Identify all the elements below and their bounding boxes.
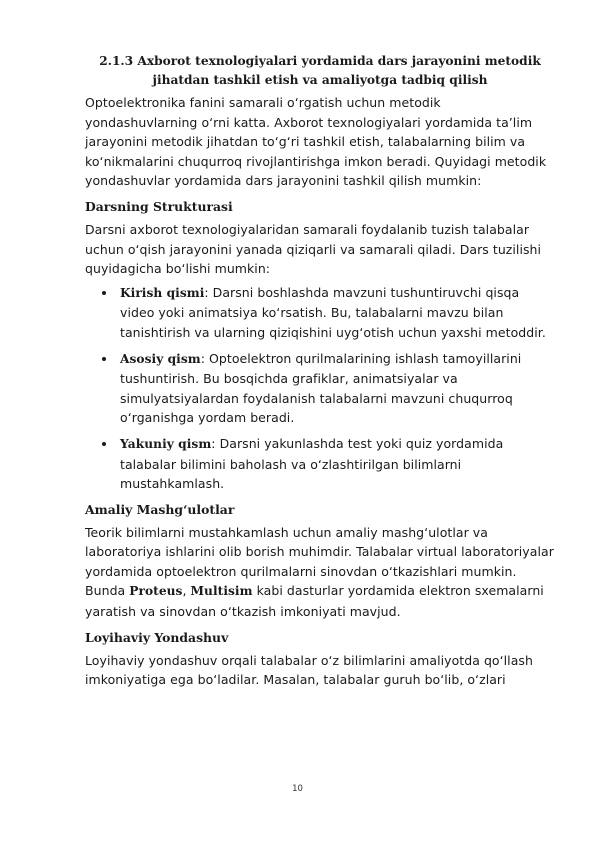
practice-text-end: kabi dasturlar yordamida elektron sxemalarni yaratish va sinovdan o‘tkazish imkoniyati mavjud. — [85, 583, 544, 620]
intro-paragraph: Optoelektronika fanini samarali o‘rgatish uchun metodik yondashuvlarning o‘rni katta. Axborot texnologiyalari yordamida ta’lim jarayonini metodik jihatdan to‘g‘ri tashkil etish, talabalarning bilim va ko‘nikmalarini chuqurroq rivojlantirishga imkon beradi. Quyidagi metodik yondashuvlar yordamida dars jarayonini tashkil qilish mumkin: — [85, 95, 547, 189]
list-item — [85, 283, 555, 343]
structure-list — [85, 283, 555, 494]
bullet-icon — [102, 357, 106, 361]
page-number: 10 — [292, 784, 303, 794]
section-title-line-1: 2.1.3 Axborot texnologiyalari yordamida dars jarayonini metodik — [99, 54, 541, 68]
list-item-text: : Darsni boshlashda mavzuni tushuntiruvchi qisqa video yoki animatsiya ko‘rsatish. Bu, talabalarni mavzu bilan tanishtirish va ularning qiziqishini uyg‘otish uchun yaxshi metoddir. — [120, 284, 546, 340]
practice-text-start: Teorik bilimlarni mustahkamlash uchun amaliy mashg‘ulotlar va laboratoriya ishlarini olib borish muhimdir. Talabalar virtual laboratoriyalar yordamida optoelektron qurilmalarni sinovdan o‘tkazishlari mumkin. Bunda — [85, 524, 554, 599]
list-item — [85, 349, 555, 428]
list-item-text: : Darsni yakunlashda test yoki quiz yordamida talabalar bilimini baholash va o‘zlashtirilgan bilimlarni mustahkamlash. — [120, 435, 504, 492]
bullet-icon — [102, 291, 106, 295]
heading-loyihaviy-yondashuv: Loyihaviy Yondashuv — [85, 629, 229, 645]
list-item-text: : Optoelektron qurilmalarining ishlash tamoyillarini tushuntirish. Bu bosqichda grafiklar, animatsiyalar va simulyatsiyalardan foydalanish talabalarni mavzuni chuqurroq o‘rganishga yordam beradi. — [120, 350, 522, 426]
list-item — [85, 434, 555, 494]
tool-name-multisim: Multisim — [190, 584, 253, 599]
tool-name-proteus: Proteus — [129, 584, 183, 599]
practice-paragraph — [85, 523, 555, 622]
list-item-term: Asosiy qism — [120, 351, 201, 366]
bullet-icon — [102, 442, 106, 446]
list-item-term: Yakuniy qism — [120, 436, 212, 451]
structure-paragraph: Darsni axborot texnologiyalaridan samarali foydalanib tuzish talabalar uchun o‘qish jarayonini yanada qiziqarli va samarali qiladi. Dars tuzilishi quyidagicha bo‘lishi mumkin: — [85, 221, 542, 277]
project-paragraph: Loyihaviy yondashuv orqali talabalar o‘z bilimlarini amaliyotda qo‘llash imkoniyatiga ega bo‘ladilar. Masalan, talabalar guruh bo‘lib, o‘zlari — [85, 652, 533, 688]
list-item-term: Kirish qismi — [120, 285, 205, 300]
document-page — [85, 52, 555, 690]
heading-amaliy-mashgulotlar: Amaliy Mashg‘ulotlar — [85, 501, 235, 517]
heading-dars-strukturasi: Darsning Strukturasi — [85, 198, 233, 214]
tool-separator: , — [182, 583, 191, 599]
section-title-line-2: jihatdan tashkil etish va amaliyotga tadbiq qilish — [152, 73, 488, 87]
section-title — [85, 52, 555, 90]
